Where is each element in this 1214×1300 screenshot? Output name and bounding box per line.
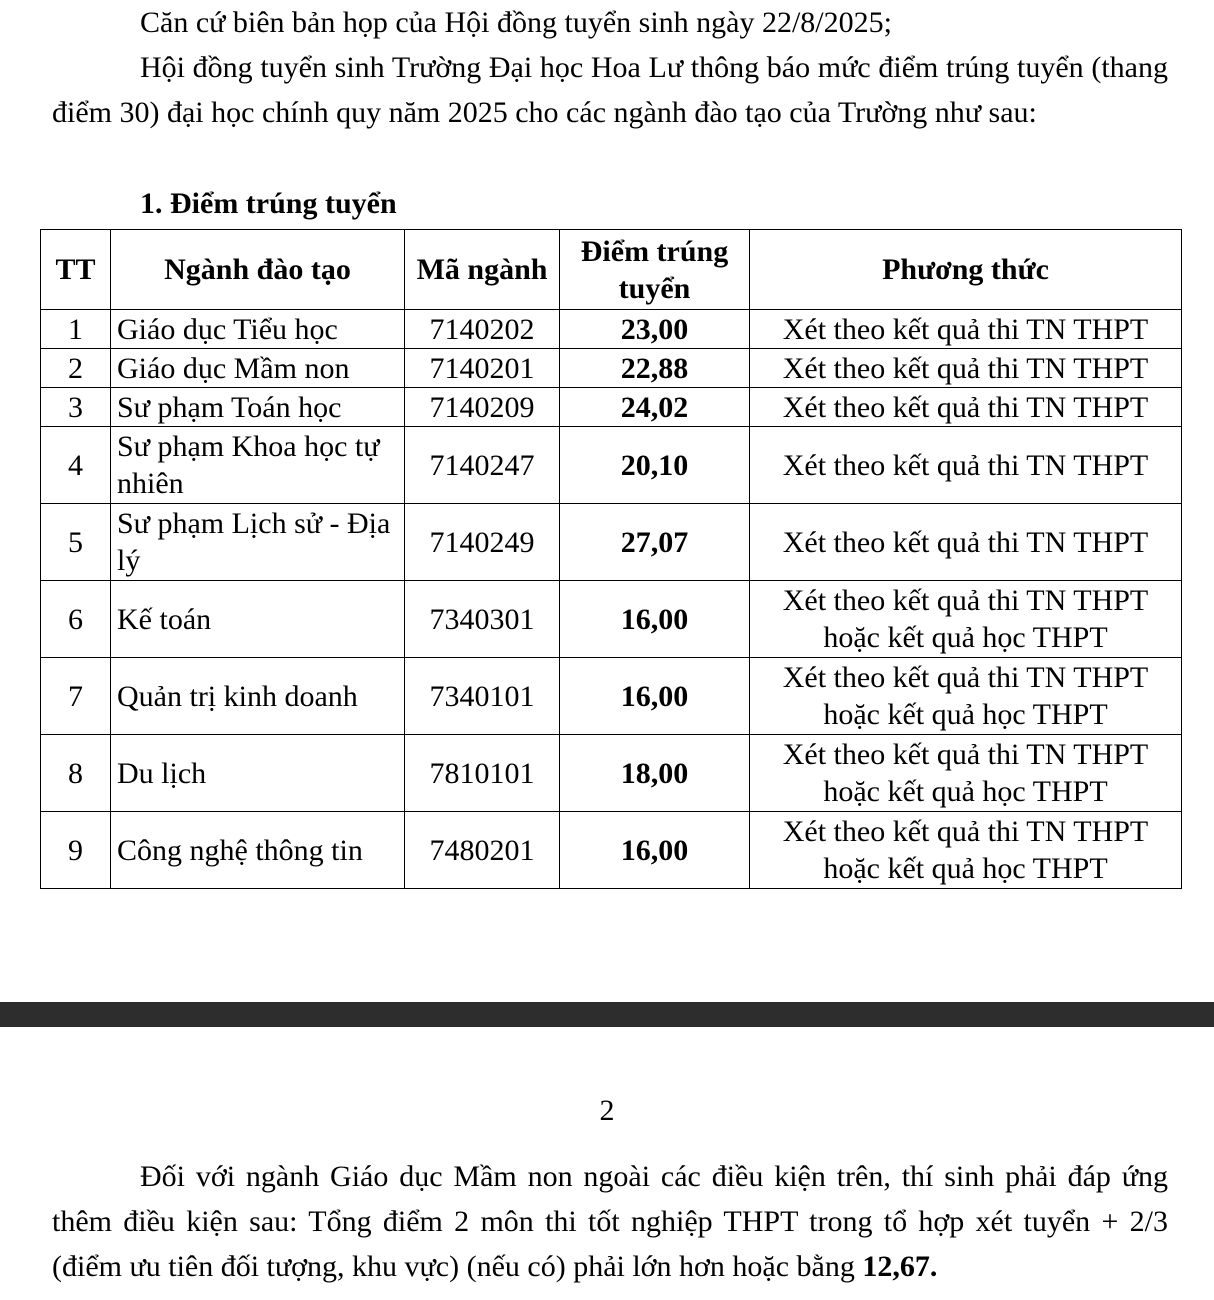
row-method: Xét theo kết quả thi TN THPT bbox=[750, 310, 1182, 349]
row-program-name: Sư phạm Lịch sử - Địa lý bbox=[111, 504, 405, 581]
section-title: 1. Điểm trúng tuyển bbox=[140, 187, 397, 220]
table-row bbox=[41, 735, 1182, 812]
row-program-code: 7140201 bbox=[405, 349, 560, 388]
table-row bbox=[41, 388, 1182, 427]
row-admission-score: 18,00 bbox=[560, 735, 750, 812]
note-text: Đối với ngành Giáo dục Mầm non ngoài các điều kiện trên, thí sinh phải đáp ứng thêm điều kiện sau: Tổng điểm 2 môn thi tốt nghiệp THPT trong tổ hợp xét tuyển + 2/3 (điểm ưu tiên đối tượng, khu vực) (nếu có) phải lớn hơn hoặc bằng bbox=[52, 1160, 1168, 1283]
table-row bbox=[41, 504, 1182, 581]
row-tt: 4 bbox=[41, 427, 111, 504]
note-paragraph bbox=[52, 1154, 1168, 1289]
row-program-name: Giáo dục Mầm non bbox=[111, 349, 405, 388]
row-program-code: 7340301 bbox=[405, 581, 560, 658]
row-method: Xét theo kết quả thi TN THPT hoặc kết quả học THPT bbox=[750, 581, 1182, 658]
table-row bbox=[41, 658, 1182, 735]
row-admission-score: 22,88 bbox=[560, 349, 750, 388]
row-method: Xét theo kết quả thi TN THPT bbox=[750, 388, 1182, 427]
table-row bbox=[41, 581, 1182, 658]
header-tt: TT bbox=[41, 230, 111, 310]
row-program-name: Sư phạm Toán học bbox=[111, 388, 405, 427]
row-method: Xét theo kết quả thi TN THPT bbox=[750, 349, 1182, 388]
row-program-name: Sư phạm Khoa học tự nhiên bbox=[111, 427, 405, 504]
row-tt: 6 bbox=[41, 581, 111, 658]
row-program-name: Giáo dục Tiểu học bbox=[111, 310, 405, 349]
row-tt: 7 bbox=[41, 658, 111, 735]
row-program-code: 7140249 bbox=[405, 504, 560, 581]
row-method: Xét theo kết quả thi TN THPT bbox=[750, 427, 1182, 504]
row-program-code: 7810101 bbox=[405, 735, 560, 812]
intro-line-1: Căn cứ biên bản họp của Hội đồng tuyển sinh ngày 22/8/2025; bbox=[140, 6, 892, 39]
row-program-name: Kế toán bbox=[111, 581, 405, 658]
header-code: Mã ngành bbox=[405, 230, 560, 310]
page-separator bbox=[0, 1002, 1214, 1027]
row-admission-score: 24,02 bbox=[560, 388, 750, 427]
table-row bbox=[41, 812, 1182, 889]
header-method: Phương thức bbox=[750, 230, 1182, 310]
header-score: Điểm trúng tuyển bbox=[560, 230, 750, 310]
row-method: Xét theo kết quả thi TN THPT hoặc kết quả học THPT bbox=[750, 735, 1182, 812]
row-program-code: 7140202 bbox=[405, 310, 560, 349]
row-program-code: 7140247 bbox=[405, 427, 560, 504]
row-tt: 1 bbox=[41, 310, 111, 349]
row-method: Xét theo kết quả thi TN THPT hoặc kết quả học THPT bbox=[750, 658, 1182, 735]
row-program-name: Công nghệ thông tin bbox=[111, 812, 405, 889]
row-method: Xét theo kết quả thi TN THPT bbox=[750, 504, 1182, 581]
table-header-row bbox=[41, 230, 1182, 310]
page-number: 2 bbox=[599, 1094, 615, 1127]
row-admission-score: 20,10 bbox=[560, 427, 750, 504]
row-program-name: Quản trị kinh doanh bbox=[111, 658, 405, 735]
row-tt: 2 bbox=[41, 349, 111, 388]
note-value: 12,67. bbox=[862, 1250, 938, 1283]
row-tt: 8 bbox=[41, 735, 111, 812]
row-admission-score: 27,07 bbox=[560, 504, 750, 581]
header-name: Ngành đào tạo bbox=[111, 230, 405, 310]
row-admission-score: 16,00 bbox=[560, 581, 750, 658]
row-method: Xét theo kết quả thi TN THPT hoặc kết quả học THPT bbox=[750, 812, 1182, 889]
row-tt: 5 bbox=[41, 504, 111, 581]
row-tt: 9 bbox=[41, 812, 111, 889]
row-admission-score: 23,00 bbox=[560, 310, 750, 349]
row-program-code: 7140209 bbox=[405, 388, 560, 427]
admission-score-table bbox=[40, 229, 1182, 889]
table-row bbox=[41, 349, 1182, 388]
row-program-code: 7340101 bbox=[405, 658, 560, 735]
table-row bbox=[41, 310, 1182, 349]
row-admission-score: 16,00 bbox=[560, 812, 750, 889]
row-tt: 3 bbox=[41, 388, 111, 427]
row-program-name: Du lịch bbox=[111, 735, 405, 812]
row-program-code: 7480201 bbox=[405, 812, 560, 889]
table-row bbox=[41, 427, 1182, 504]
row-admission-score: 16,00 bbox=[560, 658, 750, 735]
intro-paragraph: Hội đồng tuyển sinh Trường Đại học Hoa Lư thông báo mức điểm trúng tuyển (thang điểm 30) đại học chính quy năm 2025 cho các ngành đào tạo của Trường như sau: bbox=[52, 51, 1168, 129]
